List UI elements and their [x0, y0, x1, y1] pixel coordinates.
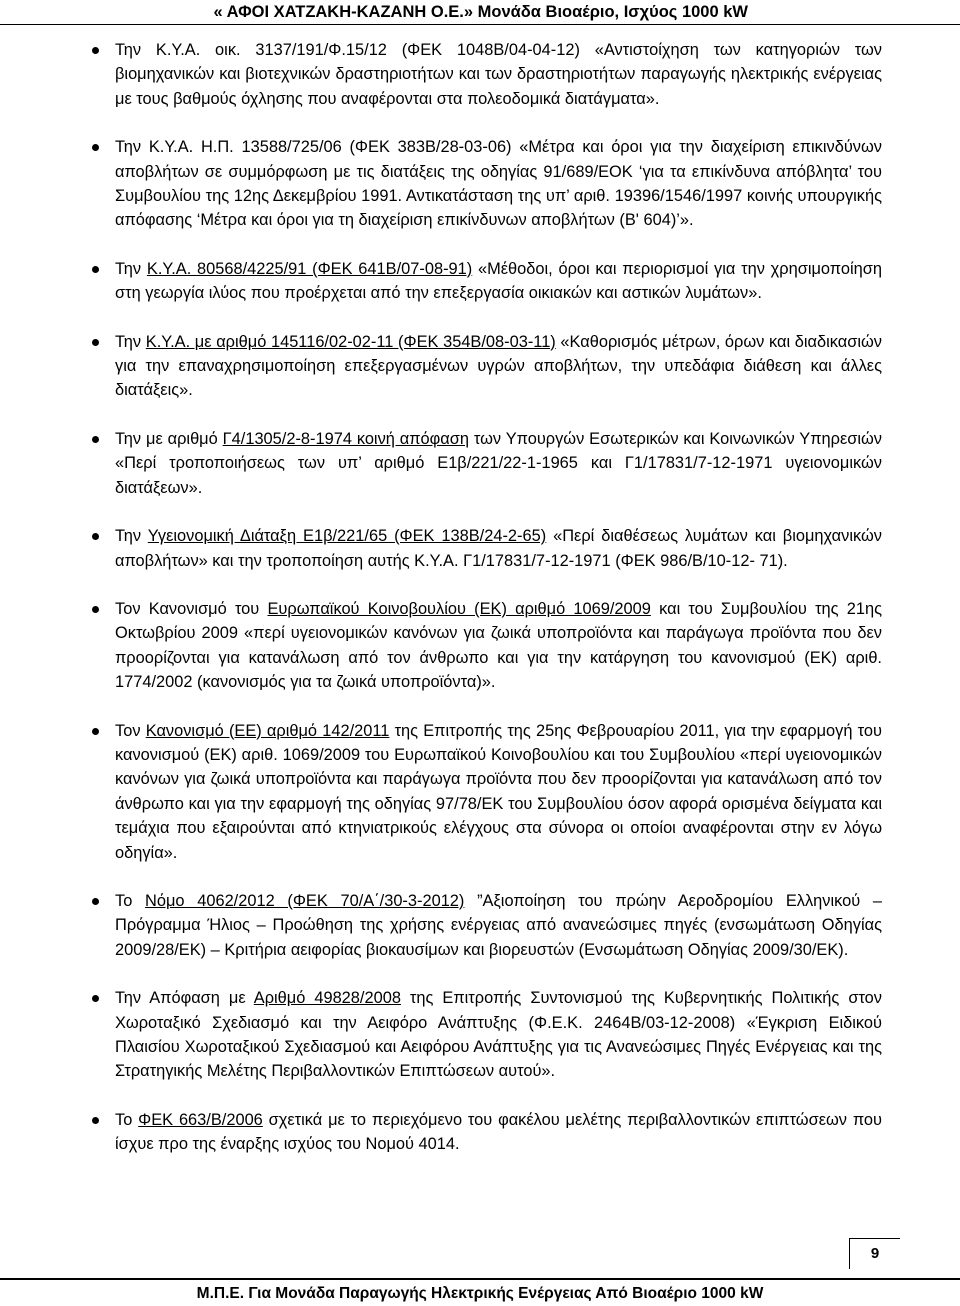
list-item — [88, 889, 882, 962]
item-text-before: Την — [115, 332, 146, 351]
item-text-before: Τον — [115, 721, 146, 740]
item-text: Την Κ.Υ.Α. οικ. 3137/191/Φ.15/12 (ΦΕΚ 1048Β/04-04-12) «Αντιστοίχηση των κατηγοριών των βιομηχανικών και βιοτεχνικών δραστηριοτήτων και των δραστηριοτήτων παραγωγής ηλεκτρικής ενέργειας με τους βαθμούς όχλησης που αναφέρονται στα πολεοδομικά διατάγματα». — [115, 41, 882, 108]
item-reference: Νόμο 4062/2012 (ΦΕΚ 70/Α΄/30-3-2012) — [145, 891, 465, 910]
bullet-icon — [92, 339, 99, 346]
bullet-icon — [92, 47, 99, 54]
item-text-after: και του Συμβουλίου της 21ης Οκτωβρίου 2009 «περί υγειονομικών κανόνων για ζωικά υποπροϊόντα και παράγωγα προϊόντα που δεν προορίζονται για κατανάλωση από τον άνθρωπο και για την κατάργηση του κανονισμού (ΕΚ) αριθ. 1774/2002 (κανονισμός για τα ζωικά υποπροϊόντα)». — [115, 599, 883, 692]
item-reference: Αριθμό 49828/2008 — [253, 989, 401, 1008]
item-text-after: της Επιτροπής Συντονισμού της Κυβερνητικής Πολιτικής στον Χωροταξικό Σχεδιασμό και την Αειφόρο Ανάπτυξης (Φ.Ε.Κ. 2464Β/03-12-2008) «Έγκριση Ειδικού Πλαισίου Χωροταξικού Σχεδιασμού και Αειφόρου Ανάπτυξης για τις Ανανεώσιμες Πηγές Ενέργειας και της Στρατηγικής Μελέτης Περιβαλλοντικών Επιπτώσεων αυτού». — [115, 989, 882, 1081]
item-text-after: των Υπουργών Εσωτερικών και Κοινωνικών Υπηρεσιών «Περί τροποποιήσεως των υπ’ αριθμό Ε1β/221/22-1-1965 και Γ1/17831/7-12-1971 υγειονομικών διατάξεων». — [115, 429, 882, 497]
item-reference: Υγειονομική Διάταξη Ε1β/221/65 (ΦΕΚ 138Β/24-2-65) — [147, 527, 547, 546]
list-item — [88, 719, 882, 865]
item-text-before: Τον Κανονισμό του — [115, 599, 268, 618]
item-text-before: Το — [115, 1110, 139, 1129]
bullet-icon — [92, 533, 99, 540]
bullet-icon — [92, 144, 99, 151]
item-text-after: «Περί διαθέσεως λυμάτων και βιομηχανικών αποβλήτων» και την τροποποίηση αυτής Κ.Υ.Α. Γ1/17831/7-12-1971 (ΦΕΚ 986/Β/10-12- 71). — [115, 527, 882, 570]
bullet-icon — [92, 995, 99, 1002]
header-title: « ΑΦΟΙ ΧΑΤΖΑΚΗ-ΚΑΖΑΝΗ Ο.Ε.» Μονάδα Βιοαέριο, Ισχύος 1000 kW — [213, 3, 748, 21]
item-text-after: «Μέθοδοι, όροι και περιορισμοί για την χρησιμοποίηση στη γεωργία ιλύος που προέρχεται από την επεξεργασία οικιακών και αστικών λυμάτων». — [115, 259, 882, 303]
item-text-after: σχετικά με το περιεχόμενο του φακέλου μελέτης περιβαλλοντικών επιπτώσεων που ίσχυε προ της έναρξης ισχύος του Νομού 4014. — [115, 1110, 882, 1154]
list-item — [88, 38, 882, 111]
legislation-list — [88, 38, 882, 1157]
item-text-before: Την με αριθμό — [115, 429, 223, 448]
item-text: Την Κ.Υ.Α. Η.Π. 13588/725/06 (ΦΕΚ 383Β/28-03-06) «Μέτρα και όροι για την διαχείριση επικινδύνων αποβλήτων σε συμμόρφωση με τις διατάξεις της οδηγίας 91/689/ΕΟΚ ‘για τα επικίνδυνα απόβλητα’ του Συμβουλίου της 12ης Δεκεμβρίου 1991. Αντικατάσταση της υπ’ αριθ. 19396/1546/1997 κοινής υπουργικής απόφασης ‘Μέτρα και όροι για τη διαχείριση επικίνδυνων αποβλήτων (Β' 604)’». — [115, 138, 882, 230]
bullet-icon — [92, 266, 99, 273]
bullet-icon — [92, 898, 99, 905]
page-number: 9 — [849, 1238, 900, 1269]
document-body — [88, 38, 882, 1181]
item-reference: ΦΕΚ 663/Β/2006 — [138, 1110, 263, 1129]
item-text-after: «Καθορισμός μέτρων, όρων και διαδικασιών για την επαναχρησιμοποίηση επεξεργασμένων υγρών αποβλήτων, την υπεδάφια διάθεση και άλλες διατάξεις». — [115, 332, 882, 400]
item-text-before: Την Απόφαση με — [115, 989, 254, 1008]
bullet-icon — [92, 436, 99, 443]
bullet-icon — [92, 728, 99, 735]
page-footer — [0, 1278, 960, 1306]
item-reference: Κανονισμό (ΕΕ) αριθμό 142/2011 — [145, 721, 390, 740]
list-item — [88, 597, 882, 695]
item-reference: Ευρωπαϊκού Κοινοβουλίου (ΕΚ) αριθμό 1069/2009 — [267, 599, 651, 618]
list-item — [88, 257, 882, 306]
list-item — [88, 986, 882, 1084]
list-item — [88, 135, 882, 233]
item-reference: Κ.Υ.Α. 80568/4225/91 (ΦΕΚ 641Β/07-08-91) — [146, 259, 473, 278]
page-header — [0, 0, 960, 25]
list-item — [88, 524, 882, 573]
bullet-icon — [92, 606, 99, 613]
item-text-before: Το — [115, 891, 146, 910]
item-text-before: Την — [115, 259, 147, 278]
list-item — [88, 427, 882, 500]
list-item — [88, 330, 882, 403]
item-text-before: Την — [115, 527, 148, 546]
footer-text: Μ.Π.Ε. Για Μονάδα Παραγωγής Ηλεκτρικής Ενέργειας Από Βιοαέριο 1000 kW — [196, 1285, 764, 1302]
item-reference: Κ.Υ.Α. με αριθμό 145116/02-02-11 (ΦΕΚ 354Β/08-03-11) — [145, 332, 556, 351]
item-text-after: ”Αξιοποίηση του πρώην Αεροδρομίου Ελληνικού – Πρόγραμμα Ήλιος – Προώθηση της χρήσης ενέργειας από ανανεώσιμες πηγές (ενσωμάτωση Οδηγίας 2009/28/ΕΚ) – Κριτήρια αειφορίας βιοκαυσίμων και βιορευστών (Ενσωμάτωση Οδηγίας 2009/30/ΕΚ). — [115, 891, 882, 959]
list-item — [88, 1108, 882, 1157]
bullet-icon — [92, 1117, 99, 1124]
item-reference: Γ4/1305/2-8-1974 κοινή απόφαση — [222, 429, 469, 448]
item-text-after: της Επιτροπής της 25ης Φεβρουαρίου 2011, για την εφαρμογή του κανονισμού (ΕΚ) αριθ. 1069/2009 του Ευρωπαϊκού Κοινοβουλίου και του Συμβουλίου «περί υγειονομικών κανόνων για ζωικά υποπροϊόντα και παράγωγα προϊόντα που δεν προορίζονται για κατανάλωση από τον άνθρωπο και για την εφαρμογή της οδηγίας 97/78/ΕΚ του Συμβουλίου όσον αφορά ορισμένα δείγματα και τεμάχια που εξαιρούνται από κτηνιατρικούς ελέγχους στα σύνορα οι οποίοι αναφέρονται στην εν λόγω οδηγία». — [115, 721, 882, 862]
